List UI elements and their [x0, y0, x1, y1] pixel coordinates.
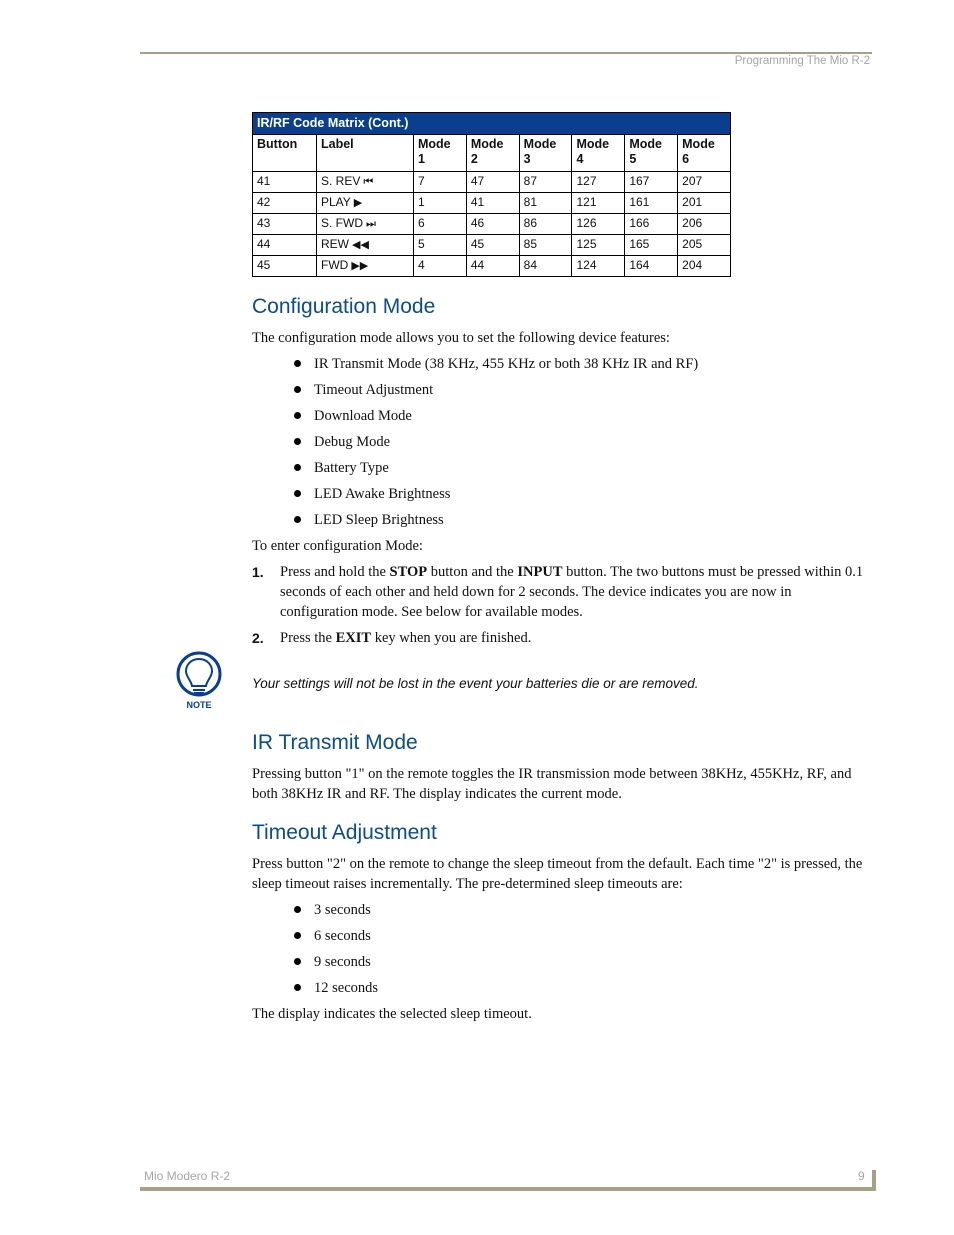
- step-1: 1. Press and hold the STOP button and the INPUT button. The two buttons must be pressed within 0.1 seconds of each other and held down for 2 seconds. The device indicates you are now in configuration mode. See below for available modes.: [252, 564, 864, 620]
- list-item: 6 seconds: [292, 926, 872, 946]
- column-header: Button: [253, 135, 317, 172]
- label-cell: S. FWD ⏭: [317, 214, 414, 235]
- step-2: 2. Press the EXIT key when you are finished.: [252, 630, 532, 646]
- column-header: Mode 1: [414, 135, 467, 172]
- feature-list: [252, 354, 872, 530]
- table-row: [253, 256, 731, 277]
- mode-cell: 45: [466, 235, 519, 256]
- button-cell: 43: [253, 214, 317, 235]
- label-cell: PLAY ▶: [317, 193, 414, 214]
- enter-config-text: To enter configuration Mode:: [252, 538, 423, 554]
- lightbulb-note-icon: [174, 650, 224, 710]
- ir-transmit-body: Pressing button "1" on the remote toggles the IR transmission mode between 38KHz, 455KHz, RF, and both 38KHz IR and RF. The display indicates the current mode.: [252, 766, 852, 802]
- column-header: Label: [317, 135, 414, 172]
- note-label: NOTE: [186, 700, 212, 710]
- mode-cell: 205: [678, 235, 731, 256]
- table-row: [253, 172, 731, 193]
- table-row: [253, 193, 731, 214]
- list-item: 12 seconds: [292, 978, 872, 998]
- mode-cell: 81: [519, 193, 572, 214]
- button-cell: 41: [253, 172, 317, 193]
- skip-back-icon: ⏮: [363, 176, 374, 188]
- list-item: LED Sleep Brightness: [292, 510, 872, 530]
- ir-transmit-mode-heading: IR Transmit Mode: [252, 731, 418, 754]
- timeout-closing: The display indicates the selected sleep timeout.: [252, 1006, 532, 1022]
- label-cell: S. REV ⏮: [317, 172, 414, 193]
- mode-cell: 161: [625, 193, 678, 214]
- table-header-row: [253, 135, 731, 172]
- list-item: Timeout Adjustment: [292, 380, 872, 400]
- running-header: Programming The Mio R-2: [734, 55, 870, 67]
- column-header: Mode 5: [625, 135, 678, 172]
- footer-rule: [140, 1187, 876, 1191]
- mode-cell: 121: [572, 193, 625, 214]
- steps-list: [252, 562, 872, 648]
- footer-product-name: Mio Modero R-2: [144, 1169, 231, 1183]
- mode-cell: 85: [519, 235, 572, 256]
- step-number: 1.: [252, 564, 264, 580]
- button-cell: 42: [253, 193, 317, 214]
- mode-cell: 47: [466, 172, 519, 193]
- mode-cell: 206: [678, 214, 731, 235]
- list-item: LED Awake Brightness: [292, 484, 872, 504]
- list-item: 3 seconds: [292, 900, 872, 920]
- rewind-icon: ◀◀: [352, 239, 369, 251]
- mode-cell: 125: [572, 235, 625, 256]
- mode-cell: 4: [414, 256, 467, 277]
- label-cell: FWD ▶▶: [317, 256, 414, 277]
- header-rule: [140, 52, 872, 54]
- list-item: Debug Mode: [292, 432, 872, 452]
- list-item: Battery Type: [292, 458, 872, 478]
- button-cell: 44: [253, 235, 317, 256]
- mode-cell: 127: [572, 172, 625, 193]
- timeout-options-list: [252, 900, 872, 998]
- mode-cell: 84: [519, 256, 572, 277]
- mode-cell: 126: [572, 214, 625, 235]
- note-text: Your settings will not be lost in the event your batteries die or are removed.: [252, 676, 699, 691]
- configuration-mode-heading: Configuration Mode: [252, 295, 436, 318]
- label-cell: REW ◀◀: [317, 235, 414, 256]
- mode-cell: 87: [519, 172, 572, 193]
- mode-cell: 1: [414, 193, 467, 214]
- mode-cell: 41: [466, 193, 519, 214]
- table-title: IR/RF Code Matrix (Cont.): [253, 113, 731, 135]
- list-item: Download Mode: [292, 406, 872, 426]
- mode-cell: 5: [414, 235, 467, 256]
- page-number: 9: [858, 1169, 865, 1183]
- main-content: [186, 292, 872, 1030]
- ir-rf-code-matrix-table: [252, 112, 731, 277]
- column-header: Mode 2: [466, 135, 519, 172]
- play-icon: ▶: [353, 197, 363, 209]
- mode-cell: 44: [466, 256, 519, 277]
- mode-cell: 167: [625, 172, 678, 193]
- mode-cell: 201: [678, 193, 731, 214]
- mode-cell: 86: [519, 214, 572, 235]
- config-intro: The configuration mode allows you to set the following device features:: [252, 330, 670, 346]
- mode-cell: 166: [625, 214, 678, 235]
- list-item: 9 seconds: [292, 952, 872, 972]
- column-header: Mode 4: [572, 135, 625, 172]
- mode-cell: 164: [625, 256, 678, 277]
- mode-cell: 165: [625, 235, 678, 256]
- note-callout: [186, 654, 872, 716]
- timeout-adjustment-heading: Timeout Adjustment: [252, 821, 437, 844]
- fast-forward-icon: ▶▶: [351, 260, 369, 272]
- mode-cell: 7: [414, 172, 467, 193]
- skip-forward-icon: ⏭: [366, 218, 376, 230]
- mode-cell: 46: [466, 214, 519, 235]
- column-header: Mode 6: [678, 135, 731, 172]
- button-cell: 45: [253, 256, 317, 277]
- mode-cell: 204: [678, 256, 731, 277]
- mode-cell: 124: [572, 256, 625, 277]
- table-row: [253, 214, 731, 235]
- list-item: IR Transmit Mode (38 KHz, 455 KHz or both 38 KHz IR and RF): [292, 354, 872, 374]
- timeout-body: Press button "2" on the remote to change the sleep timeout from the default. Each time "2" is pressed, the sleep timeout raises incrementally. The pre-determined sleep timeouts are:: [252, 856, 863, 892]
- step-number: 2.: [252, 630, 264, 646]
- mode-cell: 207: [678, 172, 731, 193]
- mode-cell: 6: [414, 214, 467, 235]
- column-header: Mode 3: [519, 135, 572, 172]
- table-row: [253, 235, 731, 256]
